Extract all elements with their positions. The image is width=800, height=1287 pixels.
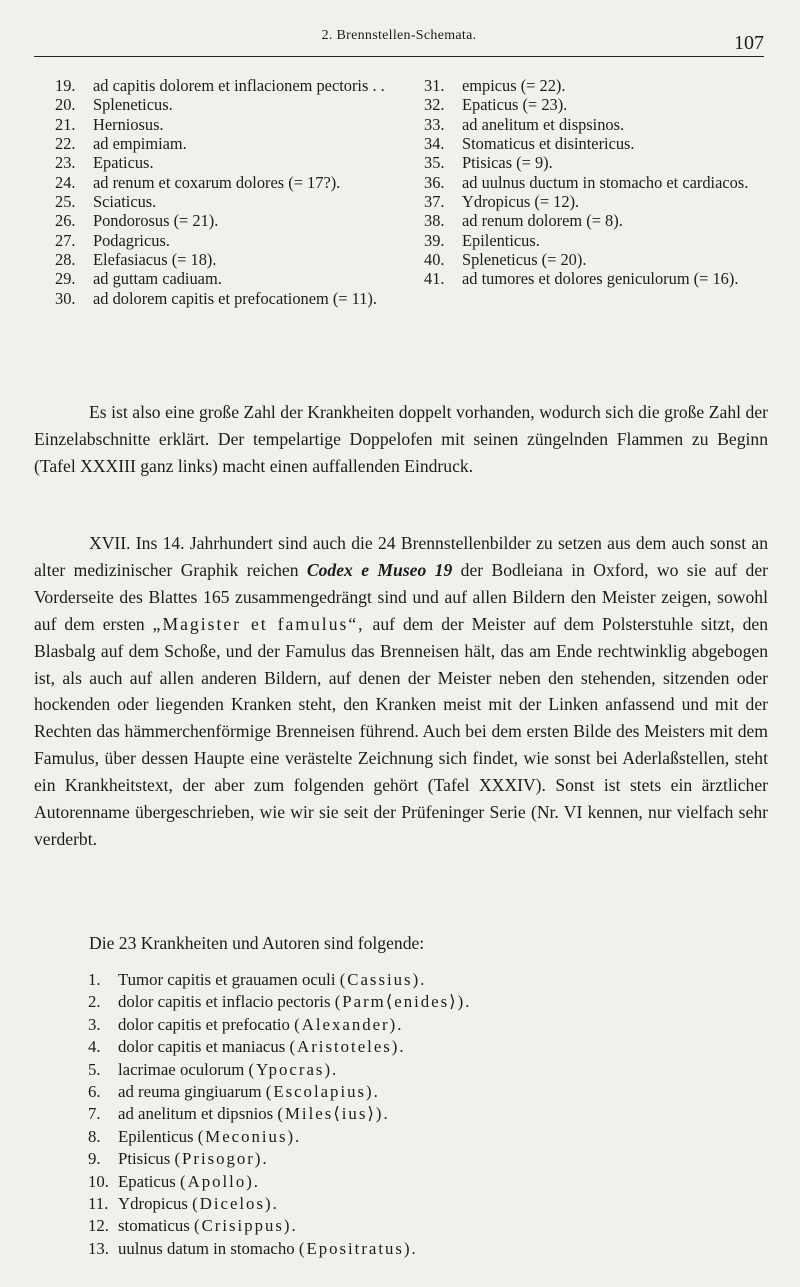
item-text: ad empimiam. xyxy=(93,134,187,154)
list-item xyxy=(424,231,774,250)
item-number: 31. xyxy=(424,76,445,95)
list-item xyxy=(88,1081,588,1103)
item-number: 33. xyxy=(424,114,445,134)
page-number: 107 xyxy=(734,32,764,54)
item-number: 41. xyxy=(424,269,445,289)
disease-name: uulnus datum in stomacho xyxy=(118,1238,295,1258)
list-item xyxy=(88,1036,588,1058)
item-number: 22. xyxy=(55,134,76,154)
item-number: 38. xyxy=(424,211,445,231)
paragraph-text: Es ist also eine große Zahl der Krankheiten doppelt vorhanden, wodurch sich die große Zahl der Einzelabschnitte erklärt. Der tempelartige Doppelofen mit seinen züngelnden Flammen zu Beginn (Tafel XXXIII ganz links) macht einen auffallenden Eindruck. xyxy=(34,402,768,476)
disease-name: ad anelitum et dipsnios xyxy=(118,1104,274,1124)
item-number: 6. xyxy=(88,1082,101,1102)
item-number: 26. xyxy=(55,211,76,231)
item-number: 2. xyxy=(88,992,101,1012)
item-number: 34. xyxy=(424,134,445,154)
paragraph-codex xyxy=(34,530,768,853)
author-name: (Parm⟨enides⟩). xyxy=(334,992,472,1012)
author-name: (Escolapius). xyxy=(265,1082,380,1102)
list-item xyxy=(55,173,405,192)
item-number: 23. xyxy=(55,153,76,173)
item-number: 20. xyxy=(55,95,76,115)
item-number: 25. xyxy=(55,192,76,212)
item-text: Elefasiacus (= 18). xyxy=(93,250,217,270)
item-number: 10. xyxy=(88,1171,109,1191)
paragraph-duplicates xyxy=(34,399,768,480)
list-item xyxy=(88,1059,588,1081)
list-item xyxy=(88,991,588,1013)
item-number: 24. xyxy=(55,172,76,192)
item-text: ad uulnus ductum in stomacho et cardiacos. xyxy=(462,172,749,192)
item-text: Podagricus. xyxy=(93,230,170,250)
list-item xyxy=(88,1215,588,1237)
spaced-title: „Magister et famulus“, xyxy=(152,613,365,634)
item-number: 12. xyxy=(88,1216,109,1236)
disease-name: lacrimae oculorum xyxy=(118,1059,245,1079)
diseases-authors-list xyxy=(88,969,588,1260)
list-item xyxy=(88,1148,588,1170)
item-number: 5. xyxy=(88,1059,101,1079)
list-item xyxy=(55,250,405,269)
list-item xyxy=(424,211,774,230)
disease-name: Ptisicus xyxy=(118,1149,171,1169)
item-number: 13. xyxy=(88,1238,109,1258)
disease-name: Epaticus xyxy=(118,1171,176,1191)
list-item xyxy=(88,1193,588,1215)
item-number: 29. xyxy=(55,269,76,289)
item-number: 30. xyxy=(55,288,76,308)
disease-name: dolor capitis et inflacio pectoris xyxy=(118,992,331,1012)
item-text: ad tumores et dolores geniculorum (= 16). xyxy=(462,269,739,289)
item-number: 27. xyxy=(55,230,76,250)
item-text: ad dolorem capitis et prefocationem (= 11). xyxy=(93,288,377,308)
item-text: Stomaticus et disintericus. xyxy=(462,134,635,154)
item-text: ad anelitum et dispsinos. xyxy=(462,114,625,134)
disease-name: dolor capitis et maniacus xyxy=(118,1037,286,1057)
author-name: (Aristoteles). xyxy=(289,1037,406,1057)
item-number: 36. xyxy=(424,172,445,192)
list-item xyxy=(424,173,774,192)
author-name: (Miles⟨ius⟩). xyxy=(277,1104,390,1124)
left-column-list xyxy=(55,76,405,308)
list-item xyxy=(55,115,405,134)
item-text: Herniosus. xyxy=(93,114,164,134)
author-name: (Meconius). xyxy=(197,1126,302,1146)
author-name: (Ypocras). xyxy=(248,1059,339,1079)
list-item xyxy=(424,134,774,153)
list-item xyxy=(55,289,405,308)
author-name: (Prisogor). xyxy=(174,1149,269,1169)
paragraph-body xyxy=(34,530,768,853)
list-item xyxy=(55,76,405,95)
item-text: Sciaticus. xyxy=(93,192,157,212)
item-number: 21. xyxy=(55,114,76,134)
paragraph-list-intro xyxy=(34,930,768,957)
item-text: Epaticus (= 23). xyxy=(462,95,568,115)
list-item xyxy=(88,1103,588,1125)
item-number: 35. xyxy=(424,153,445,173)
item-number: 7. xyxy=(88,1104,101,1124)
running-head: 2. Brennstellen-Schemata. xyxy=(321,28,477,43)
item-text: Epilenticus. xyxy=(462,230,540,250)
list-item xyxy=(424,95,774,114)
codex-title: Codex e Museo 19 xyxy=(306,559,453,580)
list-item xyxy=(88,969,588,991)
item-text: Pondorosus (= 21). xyxy=(93,211,219,231)
item-number: 19. xyxy=(55,76,76,95)
list-item xyxy=(424,76,774,95)
item-number: 1. xyxy=(88,970,101,989)
item-number: 28. xyxy=(55,250,76,270)
list-item xyxy=(424,269,774,288)
list-item xyxy=(424,192,774,211)
disease-name: stomaticus xyxy=(118,1216,190,1236)
list-item xyxy=(55,211,405,230)
disease-name: Tumor capitis et grauamen oculi xyxy=(118,970,336,989)
list-item xyxy=(88,1171,588,1193)
item-text: Spleneticus. xyxy=(93,95,173,115)
list-item xyxy=(424,250,774,269)
right-column-list xyxy=(424,76,774,289)
paragraph-middle: der Bodleiana in Oxford, wo sie auf der Vorderseite des Blattes 165 zusammengedrängt sind und auf allen Bildern den Meister zeigen, sowohl auf dem ersten xyxy=(34,559,768,634)
list-item xyxy=(424,115,774,134)
item-number: 3. xyxy=(88,1014,101,1034)
author-name: (Cassius). xyxy=(339,970,427,989)
author-name: (Apollo). xyxy=(180,1171,260,1191)
list-item xyxy=(88,1238,588,1260)
page-header xyxy=(34,22,764,57)
disease-name: ad reuma gingiuarum xyxy=(118,1082,262,1102)
item-text: ad capitis dolorem et inflacionem pectoris . . xyxy=(93,76,385,95)
author-name: (Dicelos). xyxy=(192,1194,279,1214)
item-number: 4. xyxy=(88,1037,101,1057)
list-item xyxy=(55,192,405,211)
item-number: 8. xyxy=(88,1126,101,1146)
item-number: 11. xyxy=(88,1194,109,1214)
author-name: (Epositratus). xyxy=(298,1238,418,1258)
list-item xyxy=(55,134,405,153)
item-text: Ydropicus (= 12). xyxy=(462,192,580,212)
list-item xyxy=(424,153,774,172)
list-item xyxy=(88,1014,588,1036)
author-name: (Alexander). xyxy=(294,1014,404,1034)
item-number: 32. xyxy=(424,95,445,115)
item-text: empicus (= 22). xyxy=(462,76,566,95)
list-item xyxy=(55,231,405,250)
author-name: (Crisippus). xyxy=(193,1216,298,1236)
item-number: 40. xyxy=(424,250,445,270)
item-text: ad guttam cadiuam. xyxy=(93,269,222,289)
disease-name: dolor capitis et prefocatio xyxy=(118,1014,290,1034)
item-text: ad renum et coxarum dolores (= 17?). xyxy=(93,172,341,192)
item-number: 9. xyxy=(88,1149,101,1169)
paragraph-rest: auf dem der Meister auf dem Polsterstuhle sitzt, den Blasbalg auf dem Schoße, und der Famulus das Brenneisen hält, das am Ende rechtwinklig abgebogen ist, als auch auf allen anderen Bildern, auf denen der Meister neben den stehenden, sitzenden oder hockenden oder liegenden Kranken steht, den Kranken meist mit der Linken anfassend und mit der Rechten das hämmerchenförmige Brenneisen führend. Auch bei dem ersten Bilde des Meisters mit dem Famulus, über dessen Haupte eine verästelte Zeichnung sich findet, wie sonst bei Aderlaßstellen, steht ein Krankheitstext, der aber zum folgenden gehört (Tafel XXXIV). Sonst ist stets ein ärztlicher Autorenname übergeschrieben, wie wir sie seit der Prüfeninger Serie (Nr. VI kennen, nur vielfach sehr verderbt. xyxy=(34,613,768,849)
paragraph-lead: XVII. Ins 14. Jahrhundert sind auch die 24 Brennstellenbilder zu setzen aus dem auch sonst an alter medizinischer Graphik reichen xyxy=(34,533,768,580)
paragraph-text: Die 23 Krankheiten und Autoren sind folgende: xyxy=(89,933,425,953)
disease-name: Epilenticus xyxy=(118,1126,194,1146)
item-number: 39. xyxy=(424,230,445,250)
list-item xyxy=(55,269,405,288)
list-item xyxy=(55,95,405,114)
list-item xyxy=(88,1126,588,1148)
item-number: 37. xyxy=(424,192,445,212)
list-item xyxy=(55,153,405,172)
item-text: ad renum dolorem (= 8). xyxy=(462,211,623,231)
disease-name: Ydropicus xyxy=(118,1194,188,1214)
item-text: Spleneticus (= 20). xyxy=(462,250,587,270)
item-text: Ptisicas (= 9). xyxy=(462,153,553,173)
item-text: Epaticus. xyxy=(93,153,154,173)
